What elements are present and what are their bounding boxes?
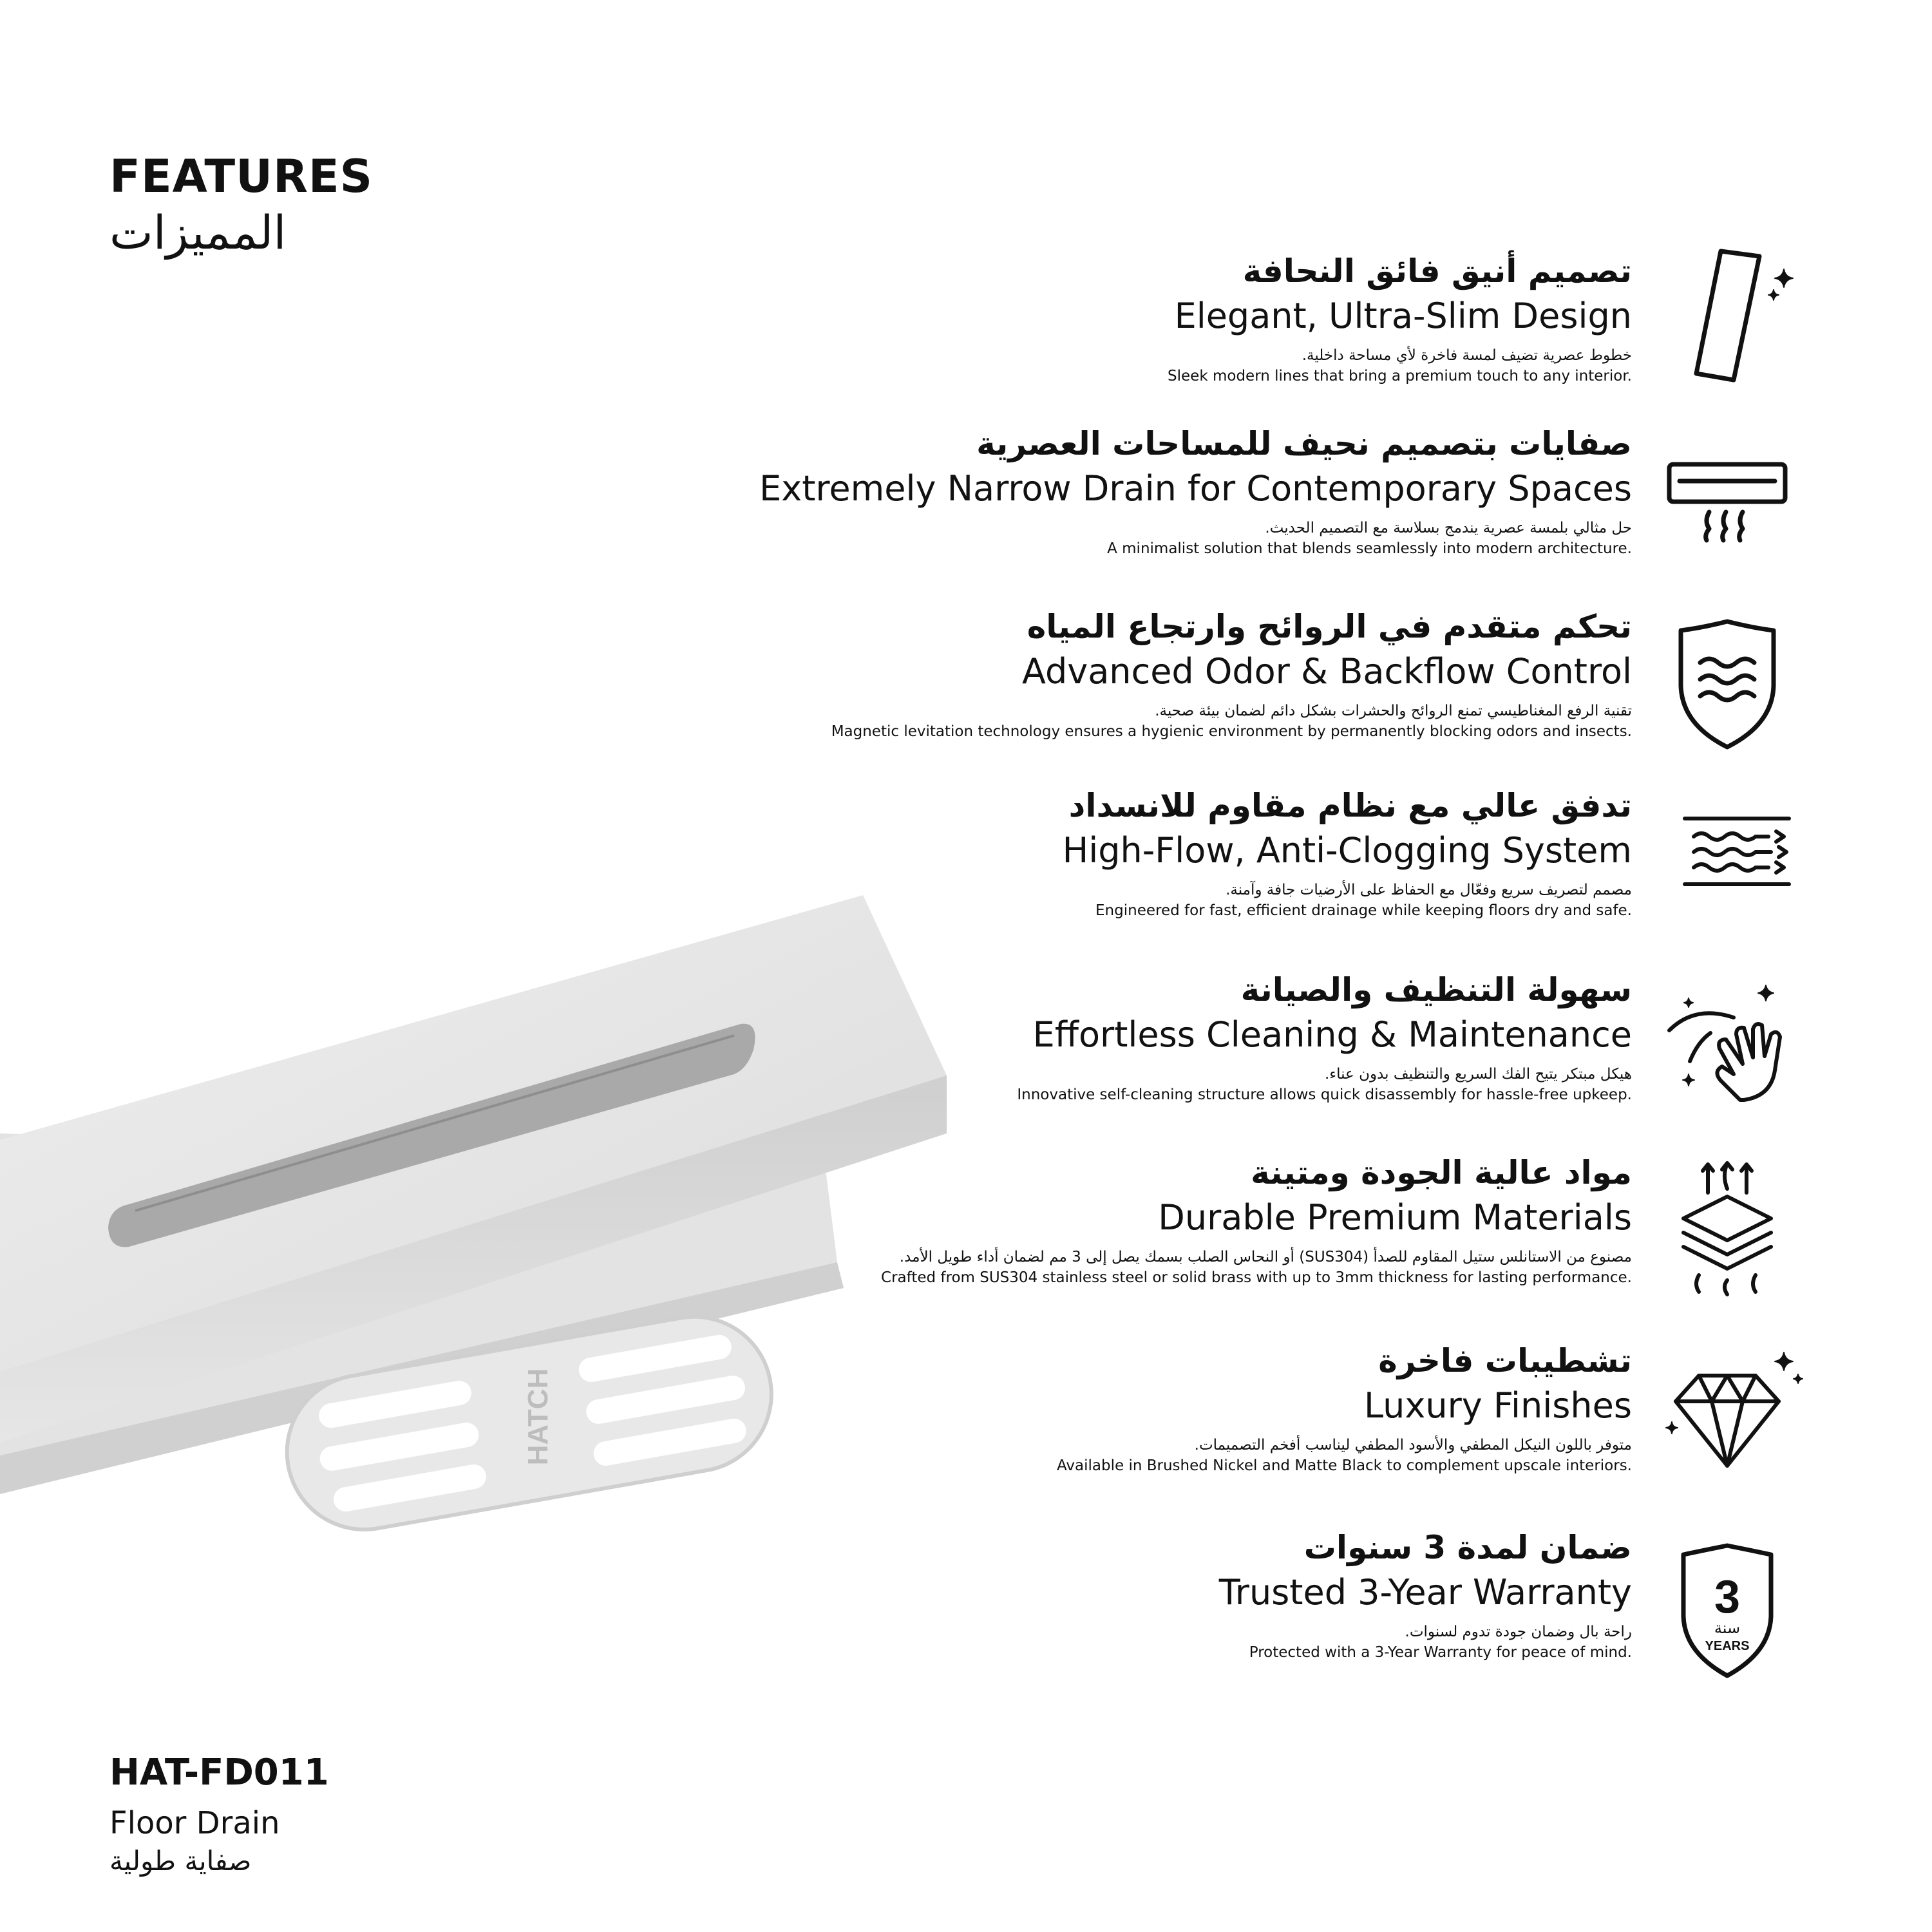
feature-title-ar: تشطيبات فاخرة: [1378, 1342, 1632, 1379]
feature-title-ar: تدفق عالي مع نظام مقاوم للانسداد: [1068, 787, 1632, 824]
product-name-en: Floor Drain: [109, 1805, 280, 1841]
narrow-drain-icon: [1663, 422, 1811, 570]
feature-desc-en: Sleek modern lines that bring a premium touch to any interior.: [1168, 368, 1632, 384]
feature-title-en: Trusted 3-Year Warranty: [1218, 1572, 1632, 1613]
feature-desc-ar: هيكل مبتكر يتيح الفك السريع والتنظيف بدون عناء.: [1324, 1066, 1632, 1083]
diamond-icon: [1663, 1346, 1811, 1494]
product-footer: [109, 1752, 329, 1879]
warranty-badge-icon: [1663, 1539, 1811, 1687]
feature-title-ar: صفايات بتصميم نحيف للمساحات العصرية: [976, 425, 1632, 462]
shield-waves-icon: [1663, 609, 1811, 757]
feature-desc-ar: تقنية الرفع المغناطيسي تمنع الروائح والحشرات بشكل دائم لضمان بيئة صحية.: [1155, 703, 1632, 719]
feature-desc-ar: متوفر باللون النيكل المطفي والأسود المطفي ليناسب أفخم التصميمات.: [1194, 1437, 1632, 1454]
feature-desc-en: Engineered for fast, efficient drainage while keeping floors dry and safe.: [1095, 902, 1632, 919]
feature-title-ar: سهولة التنظيف والصيانة: [1240, 971, 1632, 1009]
feature-item-odor-control: [408, 605, 1632, 742]
feature-desc-ar: مصمم لتصريف سريع وفعّال مع الحفاظ على الأرضيات جافة وآمنة.: [1226, 882, 1632, 898]
features-header: [109, 149, 373, 261]
feature-title-en: Elegant, Ultra-Slim Design: [1174, 296, 1632, 336]
cleaning-hand-icon: [1663, 971, 1811, 1119]
feature-desc-ar: راحة بال وضمان جودة تدوم لسنوات.: [1405, 1624, 1632, 1640]
feature-title-ar: مواد عالية الجودة ومتينة: [1251, 1154, 1632, 1191]
feature-title-en: Effortless Cleaning & Maintenance: [1032, 1014, 1632, 1055]
product-name-ar: صفاية طولية: [109, 1845, 252, 1877]
feature-desc-ar: حل مثالي بلمسة عصرية يندمج بسلاسة مع التصميم الحديث.: [1265, 520, 1632, 536]
product-code: HAT-FD011: [109, 1752, 329, 1794]
flow-arrows-icon: [1663, 776, 1811, 924]
feature-title-en: High-Flow, Anti-Clogging System: [1062, 830, 1632, 871]
grate-engraving: HATCH: [522, 1368, 554, 1466]
features-title-ar: المميزات: [109, 205, 287, 260]
material-layers-icon: [1663, 1154, 1811, 1302]
product-image: [0, 863, 966, 1610]
feature-title-en: Extremely Narrow Drain for Contemporary Spaces: [759, 468, 1632, 509]
features-title-en: FEATURES: [109, 150, 374, 203]
feature-title-en: Durable Premium Materials: [1158, 1197, 1632, 1238]
feature-desc-ar: خطوط عصرية تضيف لمسة فاخرة لأي مساحة داخلية.: [1302, 347, 1632, 364]
warranty-number: 3: [1714, 1571, 1741, 1623]
feature-desc-en: Innovative self-cleaning structure allows quick disassembly for hassle-free upkeep.: [1017, 1086, 1632, 1103]
feature-desc-en: Magnetic levitation technology ensures a hygienic environment by permanently blocking odors and insects.: [831, 723, 1632, 740]
feature-title-ar: ضمان لمدة 3 سنوات: [1303, 1529, 1632, 1566]
feature-title-en: Advanced Odor & Backflow Control: [1021, 651, 1632, 692]
feature-item-narrow-drain: [408, 422, 1632, 559]
feature-desc-en: Available in Brushed Nickel and Matte Black to complement upscale interiors.: [1057, 1457, 1632, 1474]
feature-title-ar: تحكم متقدم في الروائح وارتجاع المياه: [1027, 608, 1632, 645]
feature-desc-en: A minimalist solution that blends seamlessly into modern architecture.: [1107, 540, 1632, 557]
warranty-en-label: YEARS: [1705, 1639, 1750, 1653]
feature-title-ar: تصميم أنيق فائق النحافة: [1242, 252, 1632, 290]
feature-item-slim-design: [408, 250, 1632, 386]
feature-title-en: Luxury Finishes: [1364, 1385, 1632, 1426]
feature-desc-ar: مصنوع من الاستانلس ستيل المقاوم للصدأ (SUS304) أو النحاس الصلب بسمك يصل إلى 3 مم لضمان أداء طويل الأمد.: [899, 1249, 1632, 1265]
feature-desc-en: Protected with a 3-Year Warranty for peace of mind.: [1249, 1644, 1632, 1661]
feature-desc-en: Crafted from SUS304 stainless steel or solid brass with up to 3mm thickness for lasting performance.: [881, 1269, 1632, 1286]
slim-bar-sparkle-icon: [1663, 245, 1811, 393]
warranty-ar-label: سنة: [1714, 1619, 1741, 1637]
